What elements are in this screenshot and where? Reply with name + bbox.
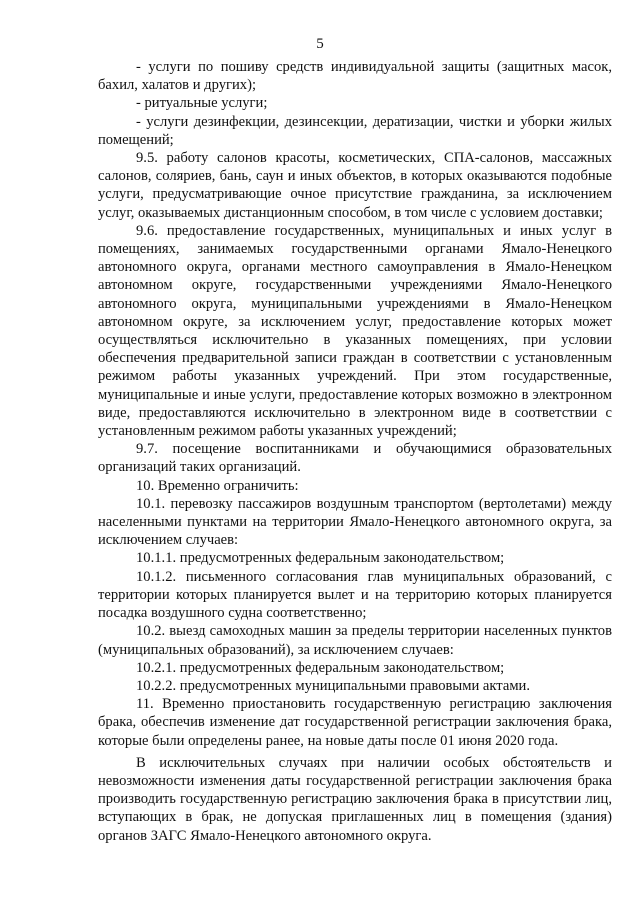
paragraph-9-5: 9.5. работу салонов красоты, косметических, СПА-салонов, массажных салонов, соляриев, бань, саун и иных объектов, в которых оказываются подобные услуги, предусматривающие очное присутствие гражданина, за исключением услуг, оказываемых дистанционным способом, в том числе с условием доставки; xyxy=(98,150,612,221)
paragraph-10-1-1: 10.1.1. предусмотренных федеральным законодательством; xyxy=(136,550,505,567)
paragraph-10: 10. Временно ограничить: xyxy=(136,477,299,494)
paragraph-10-2-2: 10.2.2. предусмотренных муниципальными правовыми актами. xyxy=(136,677,531,694)
page-number: 5 xyxy=(316,36,324,52)
paragraph-10-2: 10.2. выезд самоходных машин за пределы территории населенных пунктов (муниципальных образований), за исключением случаев: xyxy=(98,623,612,658)
document-body xyxy=(98,58,612,845)
paragraph-ppe-services: - услуги по пошиву средств индивидуальной защиты (защитных масок, бахил, халатов и других); xyxy=(98,59,612,94)
paragraph-11: 11. Временно приостановить государственную регистрацию заключения брака, обеспечив изменение дат государственной регистрации заключения брака, которые были определены ранее, на новые даты после 01 июня 2020 года. xyxy=(98,696,612,749)
paragraph-disinfection-services: - услуги дезинфекции, дезинсекции, дератизации, чистки и уборки жилых помещений; xyxy=(98,113,612,148)
paragraph-10-2-1: 10.2.1. предусмотренных федеральным законодательством; xyxy=(136,659,505,676)
paragraph-exceptional-cases: В исключительных случаях при наличии особых обстоятельств и невозможности изменения даты государственной регистрации заключения брака производить государственную регистрацию заключения брака в присутствии лиц, вступающих в брак, не допуская приглашенных лиц в помещения (здания) органов ЗАГС Ямало-Ненецкого автономного округа. xyxy=(98,754,612,844)
paragraph-ritual-services: - ритуальные услуги; xyxy=(136,95,268,112)
paragraph-9-7: 9.7. посещение воспитанниками и обучающимися образовательных организаций таких организаций. xyxy=(98,441,612,476)
paragraph-10-1: 10.1. перевозку пассажиров воздушным транспортом (вертолетами) между населенными пунктами на территории Ямало-Ненецкого автономного округа, за исключением случаев: xyxy=(98,495,612,549)
paragraph-10-1-2: 10.1.2. письменного согласования глав муниципальных образований, с территории которых планируется вылет и на территорию которых планируется посадка воздушного судна соответственно; xyxy=(98,568,612,622)
paragraph-9-6: 9.6. предоставление государственных, муниципальных и иных услуг в помещениях, занимаемых государственными органами Ямало-Ненецкого автономного округа, органами местного самоуправления в Ямало-Ненецком автономном округе, государственными учреждениями Ямало-Ненецкого автономного округа, муниципальными учреждениями в Ямало-Ненецком автономном округе, за исключением услуг, предоставление которых может осуществляться исключительно в указанных помещениях, при условии обеспечения предварительной записи граждан в соответствии с установленным режимом работы указанных учреждений. При этом государственные, муниципальные и иные услуги, предоставление которых возможно в электронном виде, предоставляются исключительно в электронном виде в соответствии с установленным режимом работы указанных учреждений; xyxy=(98,222,612,440)
